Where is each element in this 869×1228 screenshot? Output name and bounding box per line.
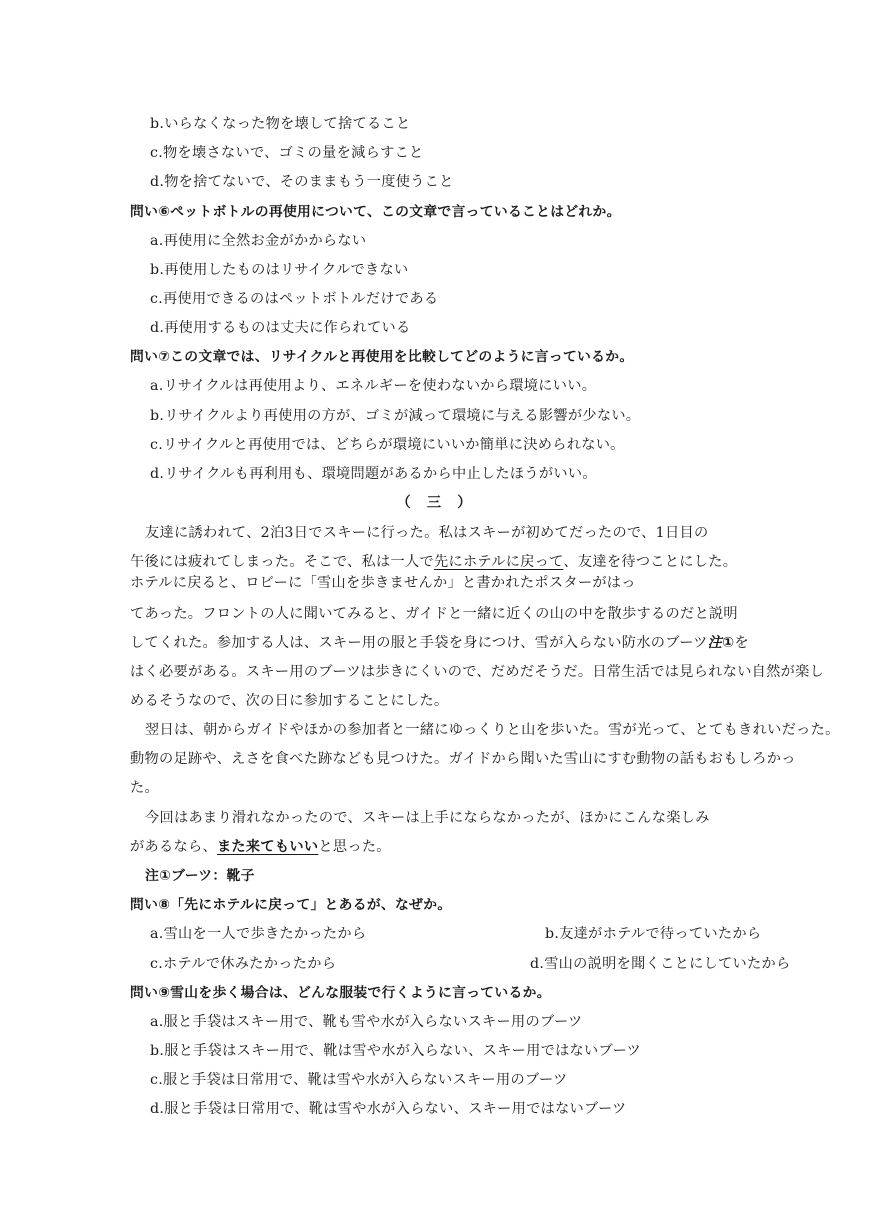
passage-line-1: 友達に誘われて、2泊3日でスキーに行った。私はスキーが初めてだったので、1日目の [145,525,709,541]
q6-question: 問い⑥ペットボトルの再使用について、この文章で言っていることはどれか。 [130,204,621,220]
q6-option-c: c.再使用できるのはペットボトルだけである [150,291,439,307]
passage-line-11: 今回はあまり滑れなかったので、スキーは上手にならなかったが、ほかにこんな楽しみ [145,810,710,826]
q7-option-c: c.リサイクルと再使用では、どちらが環境にいいか簡単に決められない。 [150,437,625,453]
q7-question: 問い⑦この文章では、リサイクルと再使用を比較してどのように言っているか。 [130,349,634,365]
q5-option-c: c.物を壊さないで、ゴミの量を減らすこと [150,145,424,161]
q8-options-row-1 [150,924,762,944]
passage-line-7: めるそうなので、次の日に参加することにした。 [130,693,449,709]
underlined-phrase-return-hotel: 先にホテルに戻って [433,554,564,570]
passage-text: してくれた。参加する人は、スキー用の服と手袋を身につけ、雪が入らない防水のブーツ [130,635,708,651]
q9-option-b: b.服と手袋はスキー用で、靴は雪や水が入らない、スキー用ではないブーツ [150,1043,642,1059]
q8-option-a: a.雪山を一人で歩きたかったから [150,926,367,942]
passage-line-3: ホテルに戻ると、ロビーに「雪山を歩きませんか」と書かれたポスターがはっ [130,575,636,591]
passage-text: 、友達を待つことにした。 [563,554,738,570]
section-title: （ 三 ） [396,495,473,511]
q6-option-b: b.再使用したものはリサイクルできない [150,262,409,278]
passage-text: と思った。 [318,839,391,855]
passage-text: を [734,635,749,651]
passage-line-12 [130,837,391,857]
passage-line-9: 動物の足跡や、えさを食べた跡なども見つけた。ガイドから聞いた雪山にすむ動物の話もおもしろかっ [130,751,796,767]
q9-option-d: d.服と手袋は日常用で、靴は雪や水が入らない、スキー用ではないブーツ [150,1101,627,1117]
passage-line-10: た。 [130,780,159,796]
q7-option-d: d.リサイクルも再利用も、環境問題があるから中止したほうがいい。 [150,466,597,482]
footnote: 注①ブーツ：靴子 [145,868,255,884]
passage-text: があるなら、 [130,839,217,855]
q9-option-c: c.服と手袋は日常用で、靴は雪や水が入らないスキー用のブーツ [150,1072,568,1088]
q8-option-c: c.ホテルで休みたかったから [150,956,337,972]
passage-line-2 [130,552,737,572]
passage-line-4: てあった。フロントの人に聞いてみると、ガイドと一緒に近くの山の中を散歩するのだと説明 [130,606,738,622]
passage-line-8: 翌日は、朝からガイドやほかの参加者と一緒にゆっくりと山を歩いた。雪が光って、とてもきれいだった。 [145,722,840,738]
passage-line-6: はく必要がある。スキー用のブーツは歩きにくいので、だめだそうだ。日常生活では見られない自然が楽し [130,664,825,680]
underlined-phrase-come-again: また来てもいい [216,839,319,855]
q8-question: 問い⑧「先にホテルに戻って」とあるが、なぜか。 [130,897,452,913]
q6-option-a: a.再使用に全然お金がかからない [150,233,367,249]
q9-question: 問い⑨雪山を歩く場合は、どんな服装で行くように言っているか。 [130,985,551,1001]
passage-text: 午後には疲れてしまった。そこで、私は一人で [130,554,434,570]
q5-option-d: d.物を捨てないで、そのままもう一度使うこと [150,174,454,190]
q9-option-a: a.服と手袋はスキー用で、靴も雪や水が入らないスキー用のブーツ [150,1014,583,1030]
q8-option-b: b.友達がホテルで待っていたから [545,926,762,942]
q8-options-row-2 [150,954,791,974]
q5-option-b: b.いらなくなった物を壊して捨てること [150,116,411,132]
q7-option-b: b.リサイクルより再使用の方が、ゴミが減って環境に与える影響が少ない。 [150,408,641,424]
passage-line-5 [130,633,749,653]
q8-option-d: d.雪山の説明を聞くことにしていたから [530,956,791,972]
note-marker: 注① [707,635,735,651]
q7-option-a: a.リサイクルは再使用より、エネルギーを使わないから環境にいい。 [150,378,597,394]
q6-option-d: d.再使用するものは丈夫に作られている [150,320,411,336]
